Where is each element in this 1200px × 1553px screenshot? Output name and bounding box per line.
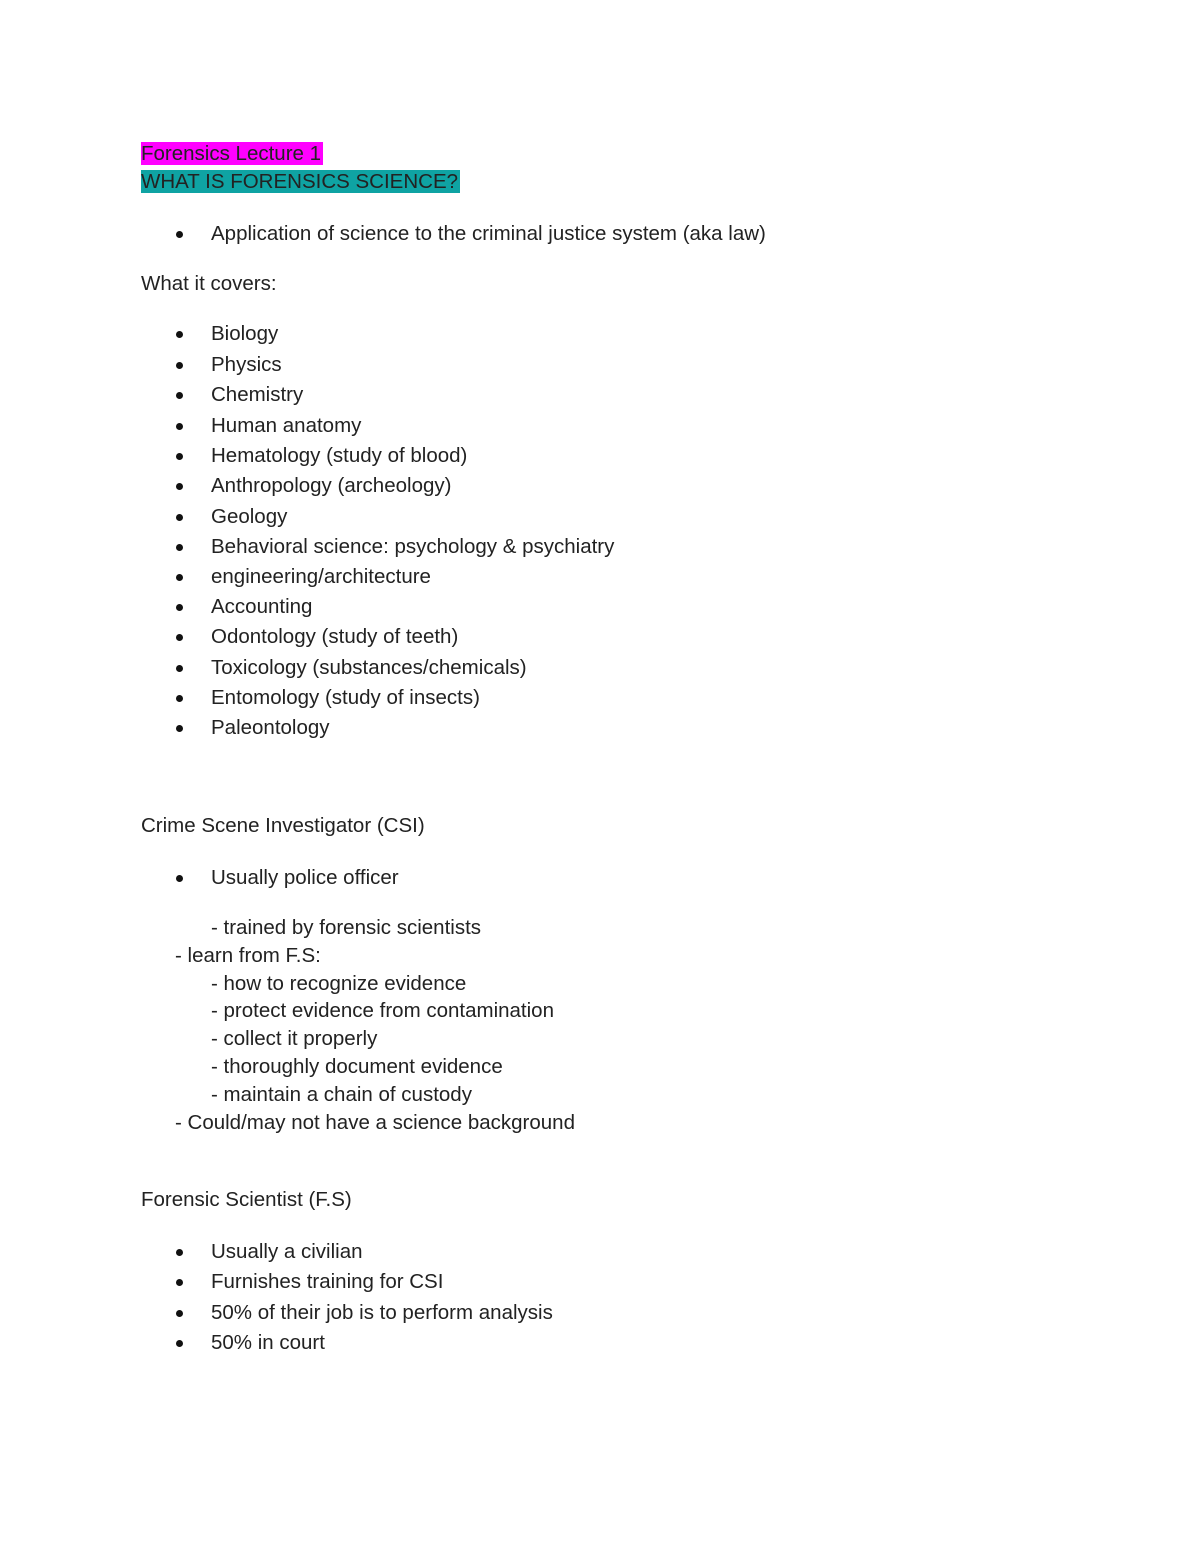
- list-item-text: Hematology (study of blood): [211, 444, 468, 467]
- bullet-icon: [176, 1249, 183, 1256]
- bullet-text: Application of science to the criminal justice system (aka law): [211, 222, 766, 245]
- bullet-icon: [176, 1279, 183, 1286]
- list-item: [0, 535, 1200, 559]
- list-item: [0, 1301, 1200, 1325]
- covers-label: What it covers:: [141, 272, 277, 295]
- list-item-text: Entomology (study of insects): [211, 686, 480, 709]
- bullet-icon: [176, 695, 183, 702]
- list-item-text: 50% of their job is to perform analysis: [211, 1301, 553, 1324]
- list-item-text: Accounting: [211, 595, 313, 618]
- bullet-icon: [176, 665, 183, 672]
- list-item: [0, 625, 1200, 649]
- list-item: [0, 1240, 1200, 1264]
- csi-trained: - trained by forensic scientists: [211, 916, 482, 939]
- list-item: [0, 595, 1200, 619]
- csi-background: - Could/may not have a science background: [175, 1111, 575, 1134]
- list-item-text: Odontology (study of teeth): [211, 625, 459, 648]
- list-item-text: Behavioral science: psychology & psychiatry: [211, 535, 615, 558]
- bullet-icon: [176, 544, 183, 551]
- list-item: [0, 414, 1200, 438]
- list-item-text: Paleontology: [211, 716, 330, 739]
- list-item: [0, 353, 1200, 377]
- bullet-icon: [176, 231, 183, 238]
- list-item: [0, 444, 1200, 468]
- list-item: [0, 686, 1200, 710]
- section-heading: WHAT IS FORENSICS SCIENCE?: [141, 170, 459, 193]
- bullet-icon: [176, 1310, 183, 1317]
- csi-learn: - learn from F.S:: [175, 944, 321, 967]
- csi-learn-item: - collect it properly: [211, 1027, 378, 1050]
- list-item-text: 50% in court: [211, 1331, 325, 1354]
- csi-heading: Crime Scene Investigator (CSI): [141, 814, 425, 837]
- csi-learn-item: - maintain a chain of custody: [211, 1083, 472, 1106]
- bullet-icon: [176, 1340, 183, 1347]
- definition-bullet: [0, 222, 1200, 246]
- bullet-icon: [176, 604, 183, 611]
- lecture-title: Forensics Lecture 1: [141, 142, 322, 165]
- bullet-icon: [176, 574, 183, 581]
- bullet-icon: [176, 725, 183, 732]
- list-item: [0, 474, 1200, 498]
- list-item-text: Physics: [211, 353, 282, 376]
- list-item: [0, 656, 1200, 680]
- csi-learn-item: - protect evidence from contamination: [211, 999, 554, 1022]
- bullet-text: Usually police officer: [211, 866, 399, 889]
- bullet-icon: [176, 453, 183, 460]
- list-item-text: Usually a civilian: [211, 1240, 363, 1263]
- csi-learn-item: - how to recognize evidence: [211, 972, 467, 995]
- list-item-text: Anthropology (archeology): [211, 474, 452, 497]
- list-item: [0, 565, 1200, 589]
- list-item: [0, 383, 1200, 407]
- bullet-icon: [176, 634, 183, 641]
- list-item-text: Furnishes training for CSI: [211, 1270, 444, 1293]
- list-item-text: Biology: [211, 322, 279, 345]
- bullet-icon: [176, 331, 183, 338]
- bullet-icon: [176, 392, 183, 399]
- list-item: [0, 1270, 1200, 1294]
- bullet-icon: [176, 483, 183, 490]
- list-item-text: Human anatomy: [211, 414, 362, 437]
- csi-learn-item: - thoroughly document evidence: [211, 1055, 503, 1078]
- csi-bullet: [0, 866, 1200, 890]
- list-item: [0, 716, 1200, 740]
- list-item-text: Toxicology (substances/chemicals): [211, 656, 527, 679]
- bullet-icon: [176, 875, 183, 882]
- list-item-text: Chemistry: [211, 383, 304, 406]
- list-item-text: engineering/architecture: [211, 565, 431, 588]
- list-item-text: Geology: [211, 505, 288, 528]
- bullet-icon: [176, 362, 183, 369]
- bullet-icon: [176, 514, 183, 521]
- list-item: [0, 1331, 1200, 1355]
- list-item: [0, 505, 1200, 529]
- fs-heading: Forensic Scientist (F.S): [141, 1188, 352, 1211]
- list-item: [0, 322, 1200, 346]
- bullet-icon: [176, 423, 183, 430]
